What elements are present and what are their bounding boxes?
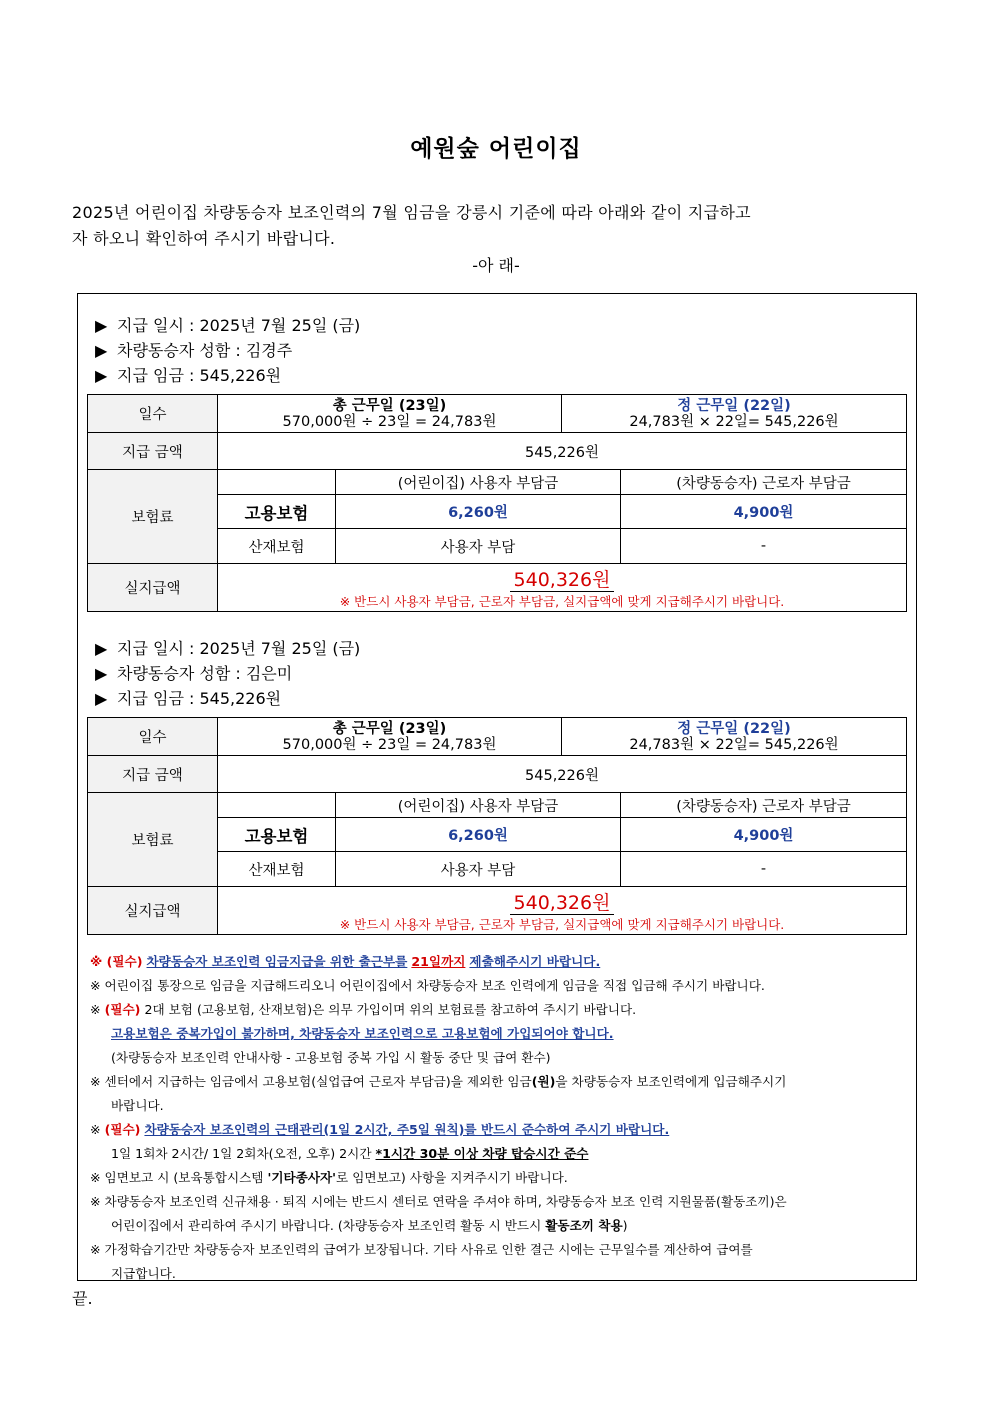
worker-header: (차량동승자) 근로자 부담금 (621, 793, 907, 818)
bullet-icon: ▶ (95, 689, 108, 708)
note-1-emphasis: 차량동승자 보조인력 임금지급을 위한 출근부를 (146, 954, 408, 969)
pay-date: 지급 일시 : 2025년 7월 25일 (금) (117, 316, 361, 335)
note-5-sub-emphasis: *1시간 30분 이상 차량 탑승시간 준수 (375, 1146, 589, 1161)
note-1-deadline: 21일까지 (411, 954, 466, 969)
required-mark: ※ (필수) (90, 954, 143, 969)
employment-insurance-employer: 6,260원 (336, 818, 621, 852)
note-4-cont: 바랍니다. (111, 1098, 164, 1113)
required-mark: (필수) (104, 1122, 141, 1137)
total-days-cell (218, 395, 562, 433)
insurance-label: 보험료 (88, 793, 218, 887)
note-7-text: 어린이집에서 관리하여 주시기 바랍니다. (차량동승자 보조인력 활동 시 반드시 (111, 1218, 542, 1233)
note-1-end: 제출해주시기 바랍니다. (469, 954, 601, 969)
regular-days-cell (562, 718, 907, 756)
record-1-pay-table (87, 394, 907, 612)
record-2-bullets (95, 636, 360, 711)
accident-insurance-worker: - (621, 852, 907, 887)
note-3 (90, 998, 910, 1022)
note-3-emphasis-line (90, 1022, 910, 1046)
employment-insurance-employer: 6,260원 (336, 495, 621, 529)
worker-name: 차량동승자 성함 : 김경주 (117, 341, 293, 360)
note-7-cont (90, 1214, 910, 1238)
regular-days-title: 정 근무일 (22일) (677, 720, 791, 737)
days-label: 일수 (88, 395, 218, 433)
total-days-calc: 570,000원 ÷ 23일 = 24,783원 (282, 413, 497, 430)
employment-insurance-worker: 4,900원 (621, 495, 907, 529)
note-mark: ※ (90, 1002, 101, 1017)
total-days-cell (218, 718, 562, 756)
accident-insurance-label: 산재보험 (218, 529, 336, 564)
pay-amount-value: 545,226원 (218, 433, 907, 470)
employer-header: (어린이집) 사용자 부담금 (336, 793, 621, 818)
note-7-end: ) (622, 1218, 628, 1233)
note-7-emphasis: 활동조끼 착용 (545, 1218, 623, 1233)
empty-cell (218, 470, 336, 495)
insurance-label: 보험료 (88, 470, 218, 564)
employment-insurance-label: 고용보험 (218, 495, 336, 529)
note-4-text: ※ 센터에서 지급하는 임금에서 고용보험(실업급여 근로자 부담금)을 제외한 임금 (90, 1074, 532, 1089)
accident-insurance-label: 산재보험 (218, 852, 336, 887)
net-pay-label: 실지급액 (88, 564, 218, 612)
accident-insurance-worker: - (621, 529, 907, 564)
net-pay-note: ※ 반드시 사용자 부담금, 근로자 부담금, 실지급액에 맞게 지급해주시기 바랍니다. (339, 594, 785, 609)
employment-insurance-worker: 4,900원 (621, 818, 907, 852)
regular-days-title: 정 근무일 (22일) (677, 397, 791, 414)
note-4-unit: (원) (531, 1074, 556, 1089)
regular-days-cell (562, 395, 907, 433)
end-mark: 끝. (72, 1289, 93, 1308)
net-pay-cell (218, 887, 907, 935)
bullet-icon: ▶ (95, 316, 108, 335)
note-6-text-end: 로 임면보고) 사항을 지켜주시기 바랍니다. (336, 1170, 568, 1185)
intro-line-2: 자 하오니 확인하여 주시기 바랍니다. (72, 229, 336, 248)
note-7: ※ 차량동승자 보조인력 신규채용 · 퇴직 시에는 반드시 센터로 연락을 주셔야 하며, 차량동승자 보조 인력 지원물품(활동조끼)은 (90, 1194, 787, 1209)
intro-text (72, 200, 922, 252)
pay-amount-label: 지급 금액 (88, 433, 218, 470)
note-5 (90, 1118, 910, 1142)
note-8: ※ 가정학습기간만 차량동승자 보조인력의 급여가 보장됩니다. 기타 사유로 인한 결근 시에는 근무일수를 계산하여 급여를 (90, 1242, 753, 1257)
employment-insurance-label: 고용보험 (218, 818, 336, 852)
note-3-text: 2대 보험 (고용보험, 산재보험)은 의무 가입이며 위의 보험료를 참고하여 주시기 바랍니다. (144, 1002, 637, 1017)
note-8-cont: 지급합니다. (111, 1266, 176, 1281)
net-pay-note: ※ 반드시 사용자 부담금, 근로자 부담금, 실지급액에 맞게 지급해주시기 바랍니다. (339, 917, 785, 932)
empty-cell (218, 793, 336, 818)
days-label: 일수 (88, 718, 218, 756)
intro-line-1: 2025년 어린이집 차량동승자 보조인력의 7월 임금을 강릉시 기준에 따라 아래와 같이 지급하고 (72, 203, 751, 222)
worker-name: 차량동승자 성함 : 김은미 (117, 664, 293, 683)
worker-header: (차량동승자) 근로자 부담금 (621, 470, 907, 495)
note-5-emphasis: 차량동승자 보조인력의 근태관리(1일 2시간, 주5일 원칙)를 반드시 준수하여 주시기 바랍니다. (144, 1122, 670, 1137)
regular-days-calc: 24,783원 × 22일= 545,226원 (629, 413, 839, 430)
note-mark: ※ (90, 1122, 101, 1137)
pay-amount-value: 545,226원 (218, 756, 907, 793)
note-5-sub-text: 1일 1회차 2시간/ 1일 2회차(오전, 오후) 2시간 (111, 1146, 372, 1161)
pay-date: 지급 일시 : 2025년 7월 25일 (금) (117, 639, 361, 658)
page-title: 예원숲 어린이집 (410, 136, 582, 162)
note-3-sub: (차량동승자 보조인력 안내사항 - 고용보험 중복 가입 시 활동 중단 및 급여 환수) (111, 1050, 551, 1065)
note-6-emphasis: '기타종사자' (267, 1170, 337, 1185)
bullet-icon: ▶ (95, 366, 108, 385)
accident-insurance-employer: 사용자 부담 (336, 852, 621, 887)
wage: 지급 임금 : 545,226원 (117, 366, 282, 385)
note-4-text-end: 을 차량동승자 보조인력에게 입금해주시기 (555, 1074, 787, 1089)
net-pay-cell (218, 564, 907, 612)
record-2-pay-table (87, 717, 907, 935)
bullet-icon: ▶ (95, 341, 108, 360)
total-days-title: 총 근무일 (23일) (332, 397, 447, 414)
total-days-title: 총 근무일 (23일) (332, 720, 447, 737)
net-pay-value: 540,326원 (510, 892, 615, 915)
required-mark: (필수) (104, 1002, 141, 1017)
pay-amount-label: 지급 금액 (88, 756, 218, 793)
note-6-text: ※ 임면보고 시 (보육통합시스템 (90, 1170, 264, 1185)
bullet-icon: ▶ (95, 639, 108, 658)
regular-days-calc: 24,783원 × 22일= 545,226원 (629, 736, 839, 753)
note-4 (90, 1070, 910, 1094)
note-5-sub (90, 1142, 910, 1166)
record-1-bullets (95, 313, 360, 388)
employer-header: (어린이집) 사용자 부담금 (336, 470, 621, 495)
note-6 (90, 1166, 910, 1190)
note-1 (90, 950, 910, 974)
net-pay-label: 실지급액 (88, 887, 218, 935)
net-pay-value: 540,326원 (510, 569, 615, 592)
accident-insurance-employer: 사용자 부담 (336, 529, 621, 564)
notes-list (90, 950, 910, 1286)
note-2: ※ 어린이집 통장으로 임금을 지급해드리오니 어린이집에서 차량동승자 보조 인력에게 임금을 직접 입금해 주시기 바랍니다. (90, 978, 765, 993)
note-3-emphasis: 고용보험은 중복가입이 불가하며, 차량동승자 보조인력으로 고용보험에 가입되어야 합니다. (111, 1026, 614, 1041)
total-days-calc: 570,000원 ÷ 23일 = 24,783원 (282, 736, 497, 753)
section-heading: -아 래- (472, 256, 520, 275)
wage: 지급 임금 : 545,226원 (117, 689, 282, 708)
bullet-icon: ▶ (95, 664, 108, 683)
